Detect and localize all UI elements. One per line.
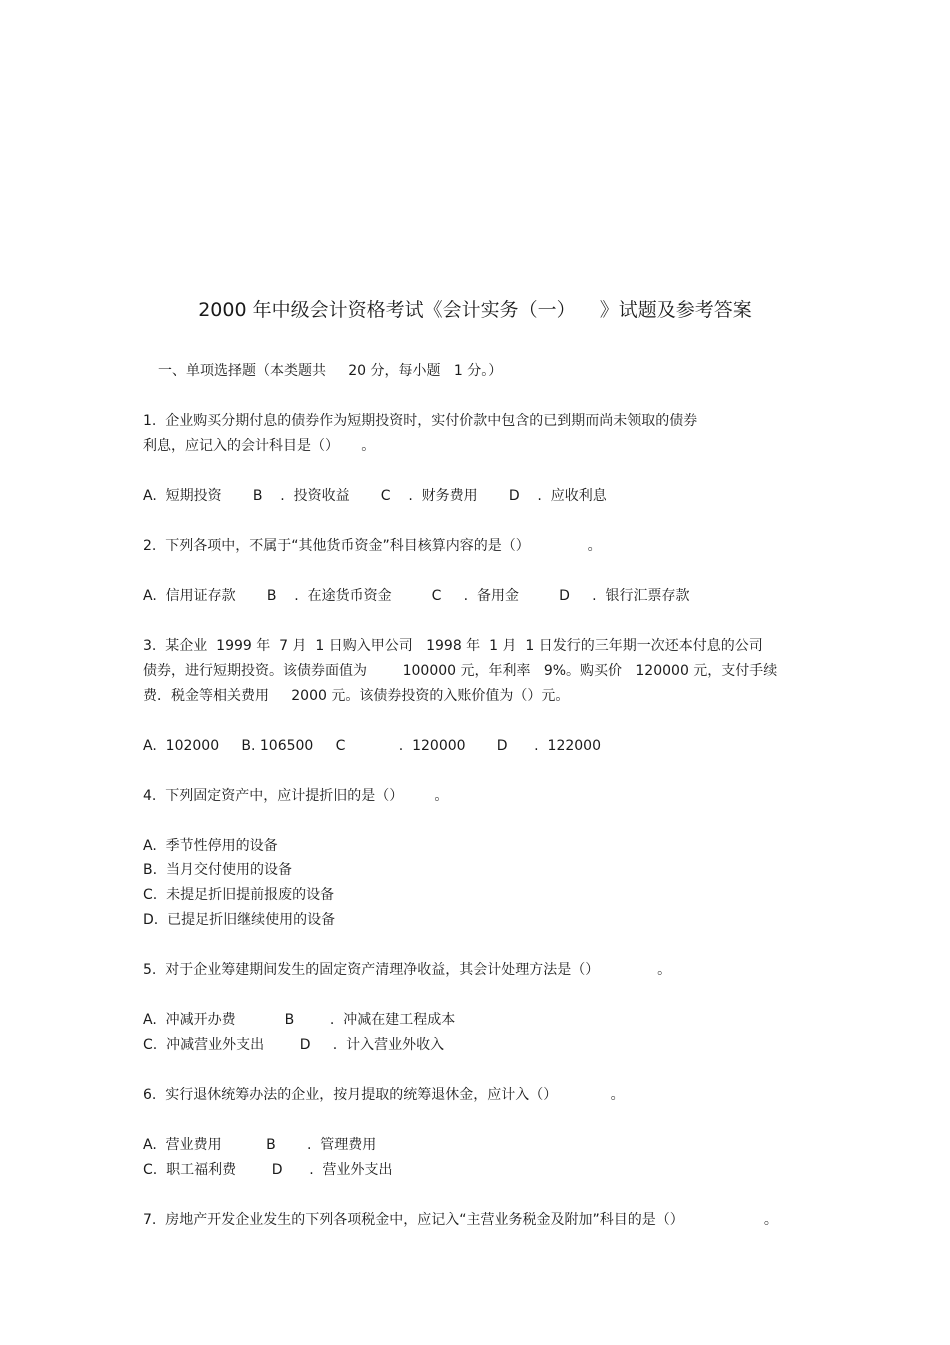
question-4-option-d: D. 已提足折旧继续使用的设备 bbox=[143, 912, 336, 928]
question-3-line-2: 债券，进行短期投资。该债券面值为 100000 元，年利率 9%。购买价 120000 元，支付手续 bbox=[143, 663, 778, 679]
question-7-line-1: 7. 房地产开发企业发生的下列各项税金中，应记入“主营业务税金及附加”科目的是（） 。 bbox=[143, 1212, 778, 1228]
question-6-line-1: 6. 实行退休统筹办法的企业，按月提取的统筹退休金，应计入（） 。 bbox=[143, 1087, 625, 1103]
question-3-line-1: 3. 某企业 1999 年 7 月 1 日购入甲公司 1998 年 1 月 1 日发行的三年期一次还本付息的公司 bbox=[143, 638, 763, 654]
question-4-option-c: C. 未提足折旧提前报废的设备 bbox=[143, 887, 335, 903]
question-2-options: A. 信用证存款 B . 在途货币资金 C . 备用金 D . 银行汇票存款 bbox=[143, 588, 690, 604]
question-4-line-1: 4. 下列固定资产中，应计提折旧的是（） 。 bbox=[143, 788, 449, 804]
question-4-option-b: B. 当月交付使用的设备 bbox=[143, 862, 292, 878]
question-5-options-row-1: A. 冲减开办费 B . 冲减在建工程成本 bbox=[143, 1012, 456, 1028]
document-title: 2000 年中级会计资格考试《会计实务（一） 》试题及参考答案 bbox=[198, 299, 752, 321]
question-5-line-1: 5. 对于企业筹建期间发生的固定资产清理净收益，其会计处理方法是（） 。 bbox=[143, 962, 672, 978]
section-heading: 一、单项选择题（本类题共 20 分，每小题 1 分。） bbox=[158, 363, 503, 379]
question-1-options: A. 短期投资 B . 投资收益 C . 财务费用 D . 应收利息 bbox=[143, 488, 607, 504]
question-6-options-row-2: C. 职工福利费 D . 营业外支出 bbox=[143, 1162, 393, 1178]
question-2-line-1: 2. 下列各项中，不属于“其他货币资金”科目核算内容的是（） 。 bbox=[143, 538, 602, 554]
question-3-options: A. 102000 B. 106500 C . 120000 D . 122000 bbox=[143, 738, 601, 754]
question-3-line-3: 费．税金等相关费用 2000 元。该债券投资的入账价值为（）元。 bbox=[143, 688, 570, 704]
question-1-line-1: 1. 企业购买分期付息的债券作为短期投资时，实付价款中包含的已到期而尚未领取的债券 bbox=[143, 413, 698, 429]
question-6-options-row-1: A. 营业费用 B . 管理费用 bbox=[143, 1137, 377, 1153]
question-1-line-2: 利息，应记入的会计科目是（） 。 bbox=[143, 438, 376, 454]
question-5-options-row-2: C. 冲减营业外支出 D . 计入营业外收入 bbox=[143, 1037, 445, 1053]
question-4-option-a: A. 季节性停用的设备 bbox=[143, 838, 278, 854]
